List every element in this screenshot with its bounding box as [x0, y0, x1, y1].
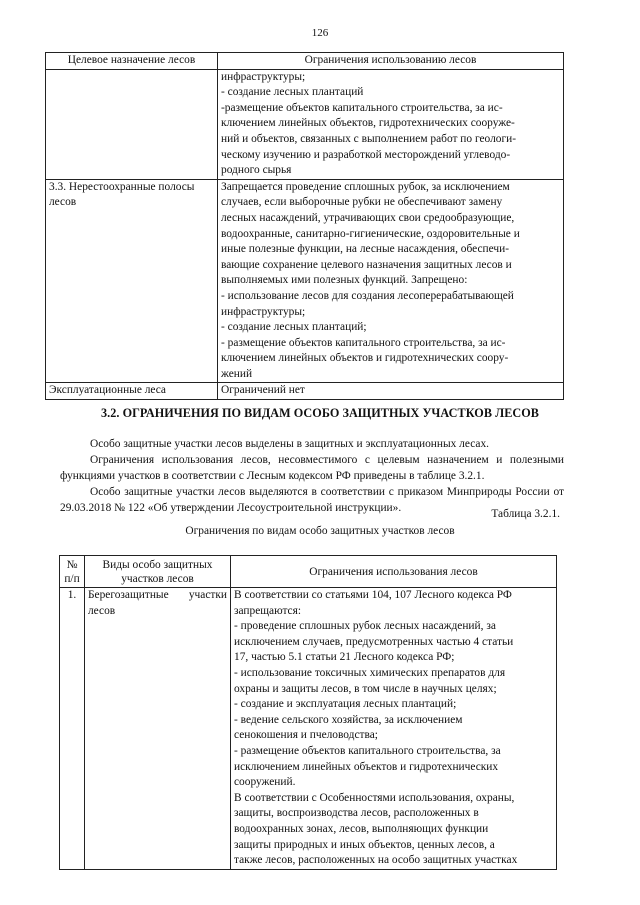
- restriction-line: водоохранных зонах, лесов, выполняющих функции: [234, 822, 489, 835]
- restriction-line: ключением линейных объектов и гидротехнических соору-: [221, 352, 509, 365]
- purpose-cell: 3.3. Нерестоохранные полосы лесов: [46, 179, 218, 383]
- number-cell: 1.: [60, 588, 85, 870]
- restriction-line: - проведение сплошных рубок лесных насаждений, за: [234, 620, 496, 633]
- restriction-line: В соответствии со статьями 104, 107 Лесного кодекса РФ: [234, 589, 512, 601]
- restriction-line: - использование лесов для создания лесоперерабатывающей: [221, 289, 514, 302]
- restriction-line: случаев, если выборочные рубки не обеспечивают замену: [221, 196, 503, 209]
- restrictions-cell: [218, 69, 564, 179]
- paragraph-text: Ограничения использования лесов, несовместимого с целевым назначением и полезными функциями участков в соответствии с Лесным кодексом РФ приведены в таблице 3.2.1.: [60, 454, 564, 483]
- type-cell: Берегозащитные участки лесов: [85, 588, 231, 870]
- forest-purpose-table: [45, 52, 564, 400]
- header-purpose: Целевое назначение лесов: [46, 53, 218, 70]
- purpose-cell: [46, 69, 218, 179]
- table-row: [46, 179, 564, 383]
- paragraph: [60, 452, 564, 485]
- restriction-line: сооружений.: [234, 776, 296, 789]
- restriction-line: - ведение сельского хозяйства, за исключением: [234, 713, 463, 726]
- restriction-line: -размещение объектов капитального строительства, за ис-: [221, 101, 503, 114]
- paragraph-text: Особо защитные участки лесов выделяются в соответствии с приказом Минприроды России от 29.03.2018 № 122 «Об утверждении Лесоустроительной инструкции».: [60, 486, 564, 515]
- restriction-line: Ограничений нет: [221, 384, 305, 397]
- table-label: Таблица 3.2.1.: [491, 508, 560, 520]
- restriction-line: - создание и эксплуатация лесных плантаций;: [234, 698, 457, 711]
- restriction-line: инфраструктуры;: [221, 305, 306, 318]
- restriction-line: исключением линейных объектов и гидротехнических: [234, 760, 499, 773]
- paragraph: [60, 436, 564, 452]
- restrictions-cell: [231, 588, 557, 870]
- restriction-line: запрещаются:: [234, 604, 302, 617]
- restriction-line: сенокошения и пчеловодства;: [234, 729, 378, 742]
- table-caption: Ограничения по видам особо защитных участков лесов: [185, 525, 455, 537]
- restriction-line: ключением линейных объектов, гидротехнических сооруже-: [221, 117, 515, 130]
- restriction-line: иные полезные функции, на лесные насаждения, обеспечи-: [221, 243, 510, 256]
- restriction-line: ний и объектов, связанных с выполнением работ по геологи-: [221, 132, 517, 145]
- paragraph: [60, 484, 564, 517]
- restriction-line: - размещение объектов капитального строительства, за: [234, 744, 501, 757]
- restriction-line: - создание лесных плантаций: [221, 86, 364, 99]
- header-restrictions: Ограничения использованию лесов: [218, 53, 564, 70]
- restrictions-cell: [218, 383, 564, 400]
- header-type: Виды особо защитных участков лесов: [85, 556, 231, 588]
- header-restrictions: Ограничения использования лесов: [231, 556, 557, 588]
- restriction-line: выполняемых ими полезных функций. Запрещено:: [221, 274, 468, 287]
- restriction-line: - размещение объектов капитального строительства, за ис-: [221, 336, 506, 349]
- table-header-row: [46, 53, 564, 70]
- header-number: № п/п: [60, 556, 85, 588]
- restriction-line: защиты природных и иных объектов, ценных лесов, а: [234, 838, 495, 851]
- restriction-line: охраны и защиты лесов, в том числе в научных целях;: [234, 682, 497, 695]
- restriction-line: родного сырья: [221, 164, 292, 177]
- restriction-line: инфраструктуры;: [221, 70, 306, 83]
- restriction-line: В соответствии с Особенностями использования, охраны,: [234, 791, 515, 804]
- restriction-line: Запрещается проведение сплошных рубок, за исключением: [221, 180, 510, 193]
- restriction-line: - создание лесных плантаций;: [221, 321, 367, 334]
- restriction-line: жений: [221, 367, 253, 380]
- restriction-line: водоохранные, санитарно-гигиенические, оздоровительные и: [221, 227, 520, 240]
- restriction-line: также лесов, расположенных на особо защитных участках: [234, 854, 518, 867]
- table-row: [60, 588, 557, 870]
- table-header-row: [60, 556, 557, 588]
- restriction-line: 17, частью 5.1 статьи 21 Лесного кодекса РФ;: [234, 651, 455, 664]
- purpose-cell: Эксплуатационные леса: [46, 383, 218, 400]
- page-number: 126: [311, 27, 329, 39]
- table-row: [46, 383, 564, 400]
- restriction-line: ческому изучению и разработкой месторождений углеводо-: [221, 148, 511, 161]
- restriction-line: - использование токсичных химических препаратов для: [234, 666, 506, 679]
- restriction-line: лесных насаждений, утрачивающих свои средообразующие,: [221, 211, 515, 224]
- restriction-line: защиты, воспроизводства лесов, расположенных в: [234, 807, 479, 820]
- table-row: [46, 69, 564, 179]
- paragraph-text: Особо защитные участки лесов выделены в защитных и эксплуатационных лесах.: [90, 438, 489, 450]
- restrictions-cell: [218, 179, 564, 383]
- restriction-line: вающие сохранение целевого назначения защитных лесов и: [221, 258, 512, 271]
- section-heading: 3.2. ОГРАНИЧЕНИЯ ПО ВИДАМ ОСОБО ЗАЩИТНЫХ УЧАСТКОВ ЛЕСОВ: [101, 406, 539, 420]
- restriction-line: исключением случаев, предусмотренных частью 4 статьи: [234, 635, 514, 648]
- protective-areas-table: [59, 555, 557, 870]
